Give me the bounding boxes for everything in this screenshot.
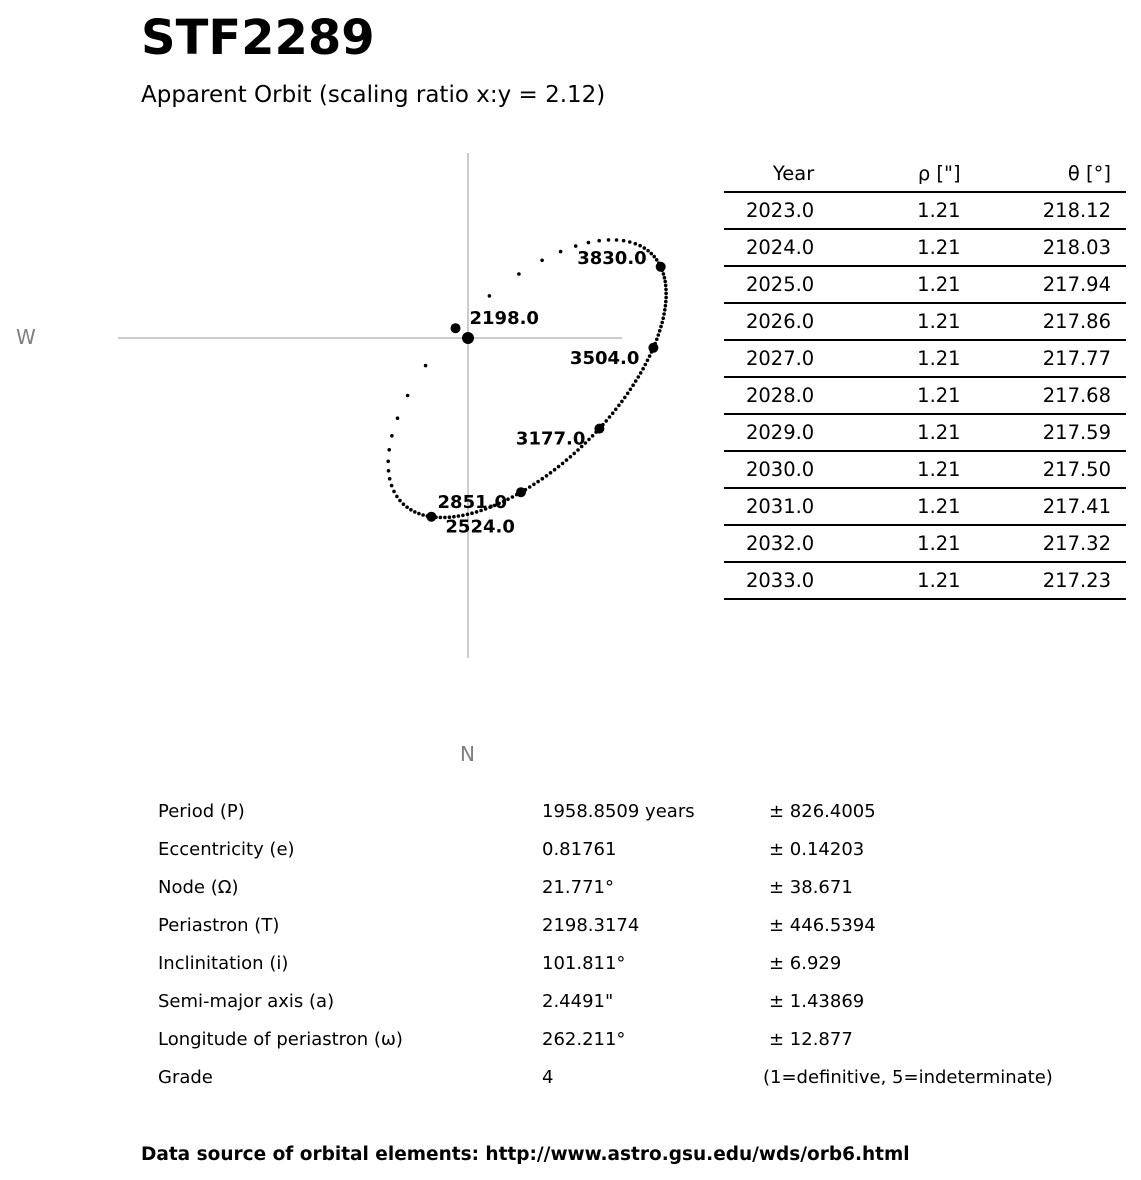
- epoch-label: 3177.0: [515, 428, 586, 450]
- compass-west: W: [16, 325, 36, 349]
- ephemeris-theta: 217.68: [961, 377, 1126, 414]
- ephemeris-rho: 1.21: [814, 414, 960, 451]
- orbit-dot: [659, 325, 663, 329]
- orbit-dot: [553, 468, 557, 472]
- ephemeris-row: [724, 266, 1126, 303]
- orbit-dot: [646, 359, 650, 363]
- orbit-dot: [392, 490, 396, 494]
- orbit-dot: [608, 415, 612, 419]
- epoch-label: 2198.0: [469, 308, 539, 330]
- orbit-dot: [387, 448, 391, 452]
- orbital-elements: [158, 793, 1118, 1097]
- orbit-dot: [398, 499, 402, 503]
- orbit-dot: [664, 300, 668, 304]
- orbit-dot: [549, 471, 553, 475]
- element-row: [158, 831, 1118, 869]
- ephemeris-theta: 217.50: [961, 451, 1126, 488]
- element-row: [158, 907, 1118, 945]
- ephemeris-table: [724, 156, 1126, 600]
- element-row: [158, 1059, 1118, 1097]
- element-value: 262.211°: [542, 1029, 626, 1050]
- orbit-epoch-marks: [426, 248, 665, 538]
- orbit-dot: [488, 294, 492, 298]
- ephemeris-year: 2026.0: [724, 303, 814, 340]
- header-theta: θ [°]: [961, 156, 1126, 192]
- element-row: [158, 1021, 1118, 1059]
- orbit-dot: [396, 416, 400, 420]
- orbit-dot: [658, 329, 662, 333]
- orbit-dot: [626, 392, 630, 396]
- ephemeris-theta: 217.32: [961, 525, 1126, 562]
- orbit-dot: [620, 400, 624, 404]
- orbit-dot: [623, 396, 627, 400]
- ephemeris-row: [724, 377, 1126, 414]
- ephemeris-theta: 218.12: [961, 192, 1126, 229]
- orbit-dot: [634, 242, 638, 246]
- ephemeris-year: 2032.0: [724, 525, 814, 562]
- orbit-dot: [569, 455, 573, 459]
- element-error: (1=definitive, 5=indeterminate): [763, 1067, 1053, 1088]
- orbit-dot: [664, 296, 668, 300]
- ephemeris-row: [724, 451, 1126, 488]
- orbit-dot: [639, 371, 643, 375]
- ephemeris-rho: 1.21: [814, 562, 960, 599]
- ephemeris-year: 2024.0: [724, 229, 814, 266]
- ephemeris-row: [724, 340, 1126, 377]
- ephemeris-theta: 217.86: [961, 303, 1126, 340]
- orbit-dot: [614, 408, 618, 412]
- orbit-dot: [661, 316, 665, 320]
- orbit-dot: [631, 383, 635, 387]
- element-error: ± 38.671: [769, 877, 853, 898]
- orbit-dot: [540, 259, 544, 263]
- compass-north: N: [460, 742, 475, 766]
- orbit-dot: [572, 452, 576, 456]
- orbit-dot: [409, 508, 413, 512]
- orbit-dot: [402, 502, 406, 506]
- element-error: ± 6.929: [769, 953, 842, 974]
- ephemeris-row: [724, 414, 1126, 451]
- orbit-dot: [652, 255, 656, 259]
- ephemeris-rho: 1.21: [814, 451, 960, 488]
- orbit-dot: [648, 354, 652, 358]
- orbit-dot: [611, 411, 615, 415]
- orbit-dot: [663, 280, 667, 284]
- orbit-dot: [660, 321, 664, 325]
- orbit-dot: [517, 272, 521, 276]
- orbit-dot: [387, 469, 391, 473]
- element-value: 2.4491": [542, 991, 614, 1012]
- ephemeris-year: 2033.0: [724, 562, 814, 599]
- orbit-dot: [617, 404, 621, 408]
- orbit-dot: [662, 312, 666, 316]
- orbit-dot: [405, 505, 409, 509]
- epoch-marker: [656, 262, 666, 272]
- orbit-dot: [650, 252, 654, 256]
- orbit-dot: [417, 512, 421, 516]
- ephemeris-theta: 217.59: [961, 414, 1126, 451]
- ephemeris-row: [724, 303, 1126, 340]
- element-error: ± 1.43869: [769, 991, 865, 1012]
- chart-subtitle: Apparent Orbit (scaling ratio x:y = 2.12): [141, 82, 606, 108]
- ephemeris-rho: 1.21: [814, 229, 960, 266]
- orbit-dot: [421, 513, 425, 517]
- orbit-dot: [587, 241, 591, 245]
- element-value: 0.81761: [542, 839, 617, 860]
- epoch-marker: [426, 512, 436, 522]
- orbit-dot: [390, 484, 394, 488]
- element-name: Longitude of periastron (ω): [158, 1029, 403, 1050]
- orbit-dot: [615, 238, 619, 242]
- ephemeris-rho: 1.21: [814, 303, 960, 340]
- epoch-label: 2851.0: [437, 492, 507, 514]
- element-name: Grade: [158, 1067, 213, 1088]
- element-row: [158, 793, 1118, 831]
- ephemeris-row: [724, 525, 1126, 562]
- element-row: [158, 945, 1118, 983]
- ephemeris-rho: 1.21: [814, 377, 960, 414]
- orbit-dot: [406, 394, 410, 398]
- orbit-dot: [386, 460, 390, 464]
- orbit-chart: [0, 140, 700, 780]
- orbit-dot: [664, 292, 668, 296]
- orbit-dot: [395, 495, 399, 499]
- element-name: Eccentricity (e): [158, 839, 295, 860]
- orbit-dot: [424, 364, 428, 368]
- ephemeris-header-row: [724, 156, 1126, 192]
- orbit-dot: [388, 477, 392, 481]
- element-error: ± 826.4005: [769, 801, 876, 822]
- ephemeris-row: [724, 192, 1126, 229]
- ephemeris-year: 2028.0: [724, 377, 814, 414]
- element-row: [158, 983, 1118, 1021]
- orbit-dot: [565, 458, 569, 462]
- orbit-dot: [644, 363, 648, 367]
- ephemeris-year: 2027.0: [724, 340, 814, 377]
- orbit-dot: [634, 379, 638, 383]
- ephemeris-rho: 1.21: [814, 340, 960, 377]
- orbit-dot: [622, 239, 626, 243]
- ephemeris-theta: 217.94: [961, 266, 1126, 303]
- epoch-label: 2524.0: [445, 516, 515, 538]
- orbit-dot: [604, 419, 608, 423]
- orbit-dot: [591, 434, 595, 438]
- epoch-marker: [451, 323, 461, 333]
- ephemeris-theta: 217.41: [961, 488, 1126, 525]
- ephemeris-rho: 1.21: [814, 525, 960, 562]
- element-error: ± 0.14203: [769, 839, 865, 860]
- ephemeris-year: 2031.0: [724, 488, 814, 525]
- orbit-dot: [390, 434, 394, 438]
- epoch-label: 3830.0: [577, 247, 647, 269]
- orbit-dot: [655, 338, 659, 342]
- orbit-dot: [629, 388, 633, 392]
- orbit-dot: [511, 495, 515, 499]
- epoch-marker: [648, 343, 658, 353]
- orbit-dot: [541, 477, 545, 481]
- element-error: ± 12.877: [769, 1029, 853, 1050]
- primary-star: [462, 332, 474, 344]
- epoch-marker: [594, 424, 604, 434]
- element-name: Periastron (T): [158, 915, 280, 936]
- orbit-dot: [439, 516, 443, 520]
- orbit-dot: [561, 462, 565, 466]
- orbit-dot: [587, 438, 591, 442]
- ephemeris-rho: 1.21: [814, 266, 960, 303]
- element-row: [158, 869, 1118, 907]
- orbit-dot: [646, 249, 650, 253]
- element-value: 21.771°: [542, 877, 614, 898]
- ephemeris-year: 2029.0: [724, 414, 814, 451]
- element-value: 101.811°: [542, 953, 626, 974]
- element-name: Period (P): [158, 801, 245, 822]
- ephemeris-rho: 1.21: [814, 192, 960, 229]
- element-name: Inclinitation (i): [158, 953, 289, 974]
- orbit-dot: [545, 474, 549, 478]
- orbit-dot: [528, 485, 532, 489]
- orbit-dot: [413, 510, 417, 514]
- orbit-dot: [628, 240, 632, 244]
- orbit-dot: [664, 288, 668, 292]
- orbit-dot: [559, 250, 563, 254]
- element-name: Node (Ω): [158, 877, 239, 898]
- page-title: STF2289: [141, 10, 375, 66]
- orbit-dot: [655, 258, 659, 262]
- ephemeris-row: [724, 229, 1126, 266]
- ephemeris-year: 2023.0: [724, 192, 814, 229]
- ephemeris-rho: 1.21: [814, 488, 960, 525]
- epoch-label: 3504.0: [569, 347, 640, 369]
- orbit-dot: [663, 276, 667, 280]
- element-value: 2198.3174: [542, 915, 640, 936]
- orbit-dot: [641, 367, 645, 371]
- orbit-dot: [663, 308, 667, 312]
- data-source-footer: Data source of orbital elements: http://www.astro.gsu.edu/wds/orb6.html: [141, 1144, 910, 1165]
- orbit-dot: [662, 272, 666, 276]
- ephemeris-theta: 217.23: [961, 562, 1126, 599]
- epoch-marker: [516, 487, 526, 497]
- ephemeris-row: [724, 488, 1126, 525]
- ephemeris-year: 2030.0: [724, 451, 814, 488]
- orbit-dot: [597, 239, 601, 243]
- orbit-dot: [607, 238, 611, 242]
- ephemeris-theta: 218.03: [961, 229, 1126, 266]
- ephemeris-year: 2025.0: [724, 266, 814, 303]
- header-rho: ρ ["]: [814, 156, 960, 192]
- element-value: 1958.8509 years: [542, 801, 695, 822]
- orbit-dot: [657, 333, 661, 337]
- orbit-dots: [386, 238, 667, 519]
- ephemeris-theta: 217.77: [961, 340, 1126, 377]
- orbit-dot: [664, 284, 668, 288]
- header-year: Year: [724, 156, 814, 192]
- element-value: 4: [542, 1067, 554, 1088]
- orbit-dot: [536, 480, 540, 484]
- ephemeris-row: [724, 562, 1126, 599]
- orbit-dot: [532, 483, 536, 487]
- orbit-dot: [557, 465, 561, 469]
- element-name: Semi-major axis (a): [158, 991, 335, 1012]
- element-error: ± 446.5394: [769, 915, 876, 936]
- orbit-dot: [664, 304, 668, 308]
- orbit-dot: [637, 375, 641, 379]
